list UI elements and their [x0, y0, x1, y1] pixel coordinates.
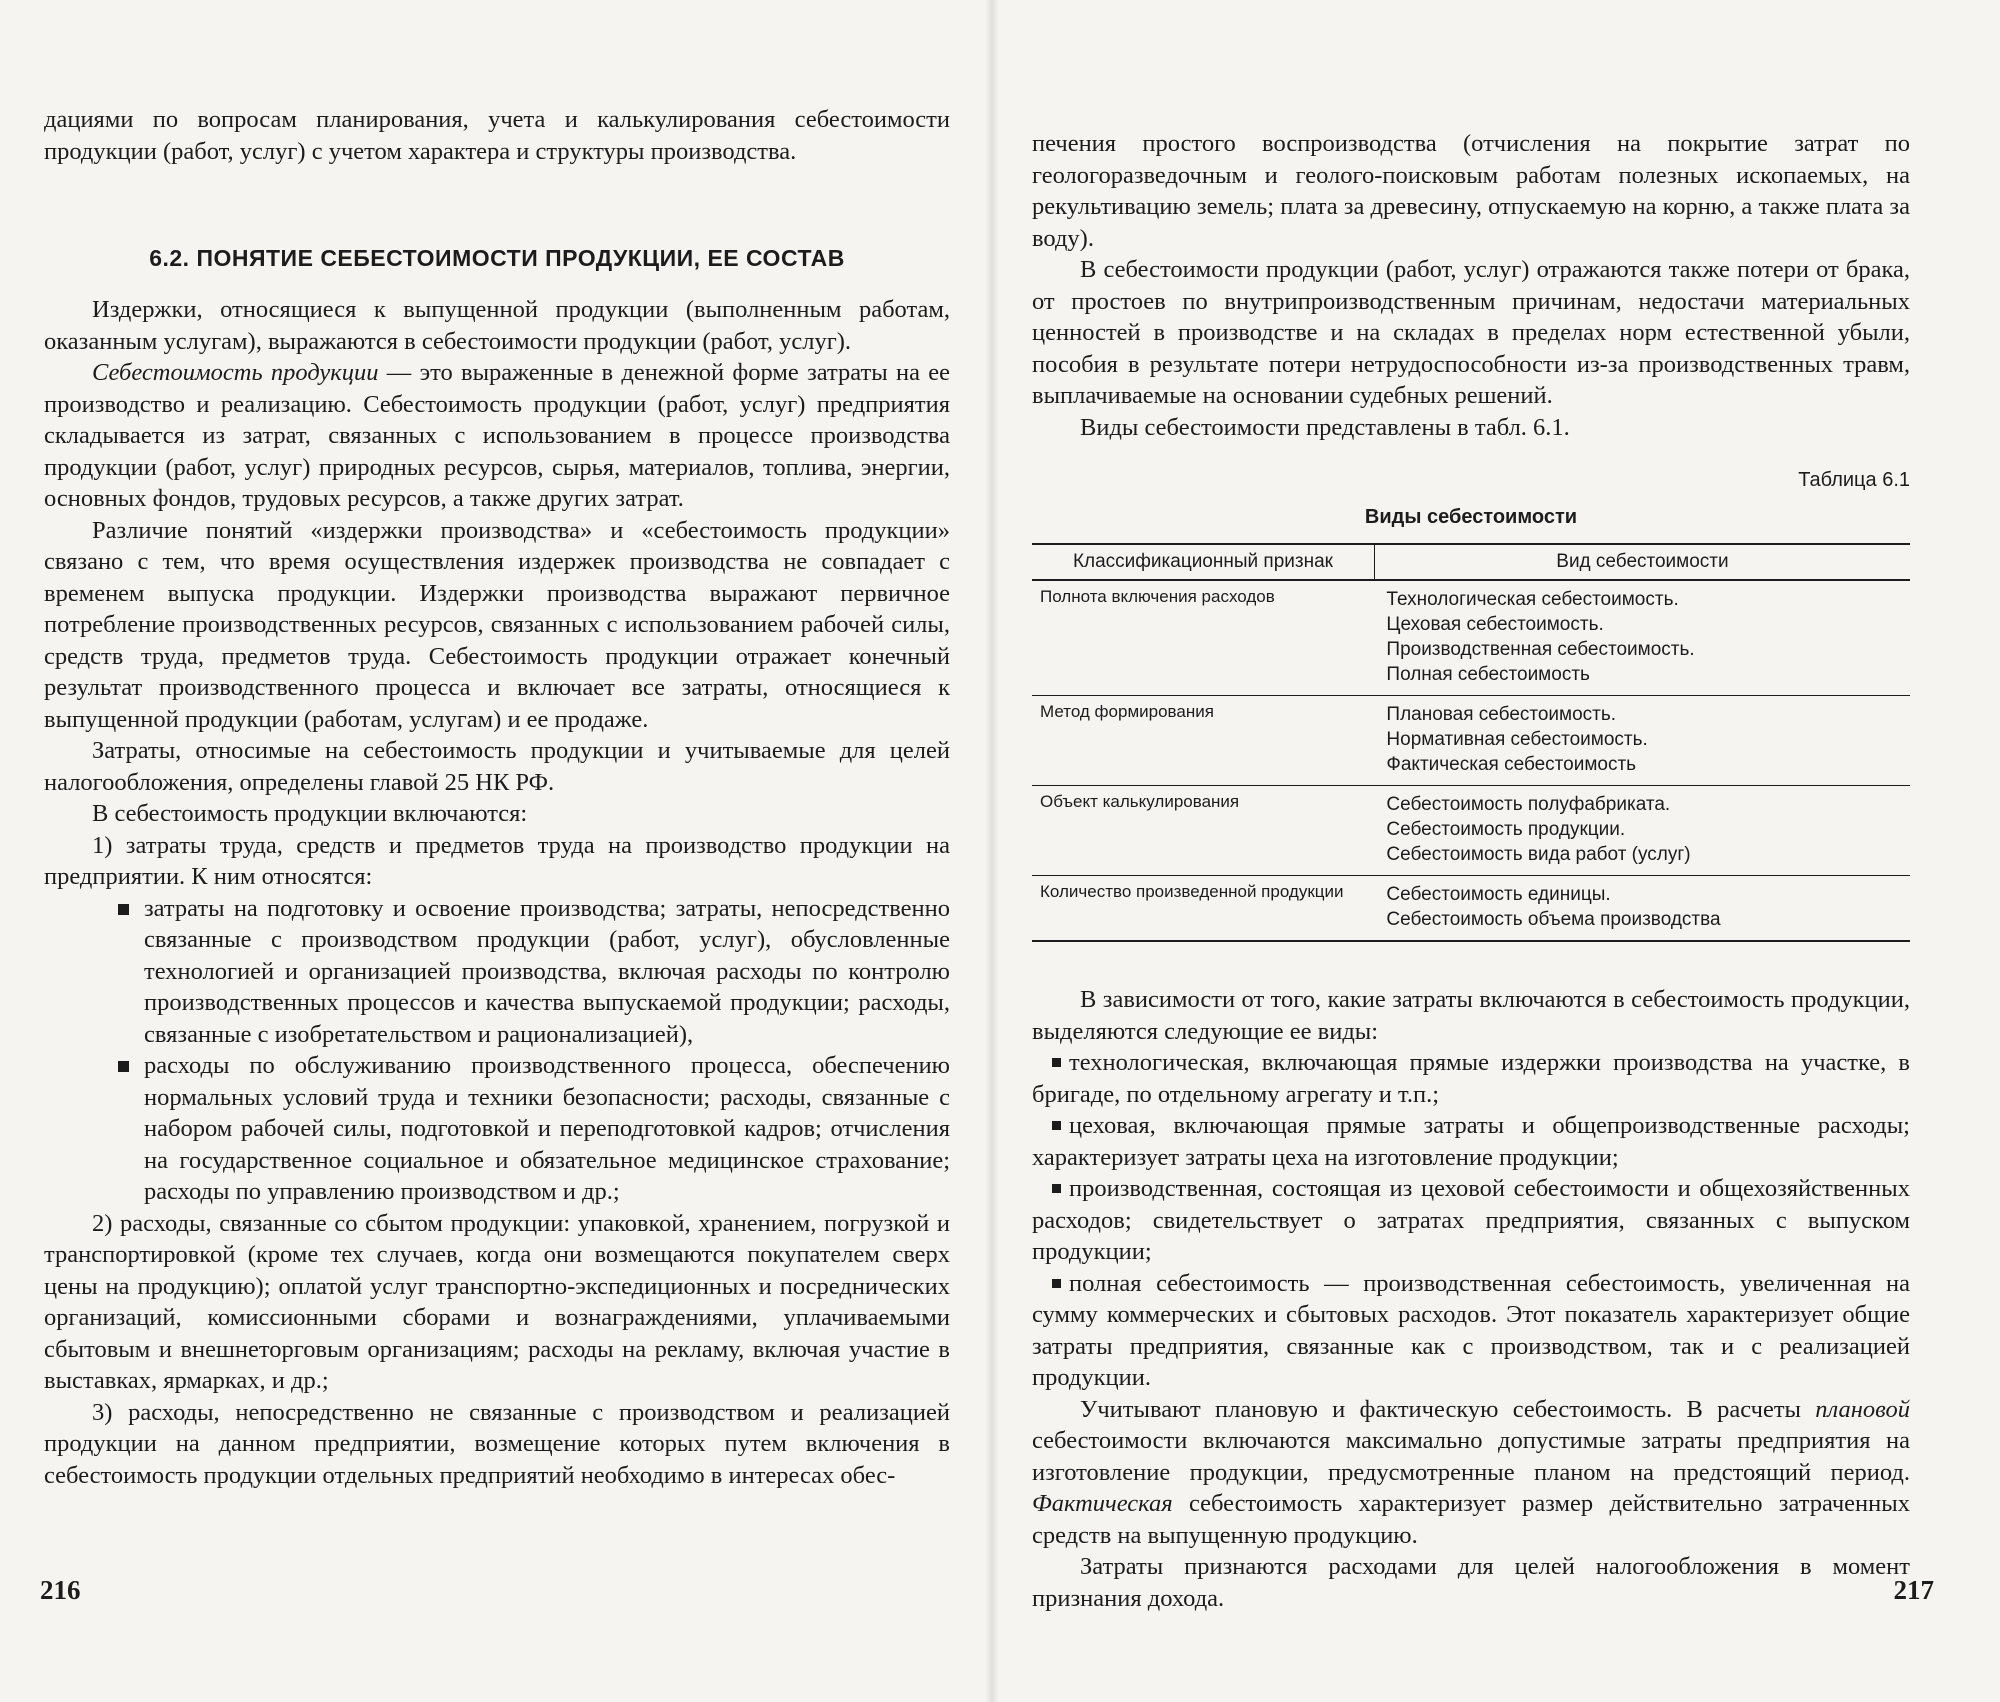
- types-cell: [1374, 786, 1910, 876]
- table-row: [1032, 786, 1910, 876]
- bullet-marker: [1052, 1121, 1061, 1130]
- bullet-text: цеховая, включающая прямые затраты и общепроизводственные расходы; характеризует затраты цеха на изготовление продукции;: [1032, 1112, 1910, 1171]
- types-cell: [1374, 876, 1910, 942]
- bullet-text: полная себестоимость — производственная себестоимость, увеличенная на сумму коммерческих и сбытовых расходов. Этот показатель характеризует общие затраты предприятия, связанные как с производством, так и с реализацией продукции.: [1032, 1269, 1910, 1391]
- table-header-row: [1032, 544, 1910, 580]
- cost-type: Нормативная себестоимость.: [1386, 729, 1648, 750]
- cost-type: Плановая себестоимость.: [1386, 704, 1617, 725]
- list-item: 1) затраты труда, средств и предметов труда на производство продукции на предприятии. К ним относятся:: [44, 831, 950, 890]
- text-run: себестоимость характеризует размер действительно затраченных средств на выпущенную продукцию.: [1032, 1490, 1910, 1549]
- paragraph: В себестоимость продукции включаются:: [92, 800, 528, 827]
- criterion-cell: Полнота включения расходов: [1032, 580, 1374, 696]
- definition-paragraph: [44, 357, 950, 515]
- bullet-list: [44, 893, 950, 1208]
- cost-type: Цеховая себестоимость.: [1386, 614, 1604, 635]
- right-page: [990, 0, 2000, 1702]
- left-page: [0, 0, 990, 1702]
- cost-type: Фактическая себестоимость: [1386, 754, 1637, 775]
- bullet-item: затраты на подготовку и освоение производства; затраты, непосредственно связанные с производством продукции (работ, услуг), обусловленные технологией и организацией производства, включая расходы по контролю производственных процессов и качества выпускаемой продукции; расходы, связанные с изобретательством и рационализацией),: [144, 893, 950, 1051]
- paragraph: Виды себестоимости представлены в табл. 6.1.: [1080, 413, 1570, 441]
- types-cell: [1374, 580, 1910, 696]
- bullet-item: [1032, 1047, 1910, 1110]
- paragraph: В себестоимости продукции (работ, услуг) отражаются также потери от брака, от простоев по внутрипроизводственным причинам, недостачи материальных ценностей в производстве и на складах в пределах норм естественной убыли, пособия в результате потери нетрудоспособности из-за производственных травм, выплачиваемые на основании судебных решений.: [1032, 256, 1910, 409]
- table-title: Виды себестоимости: [1364, 506, 1578, 528]
- paragraph: Затраты, относимые на себестоимость продукции и учитываемые для целей налогообложения, определены главой 25 НК РФ.: [44, 737, 950, 796]
- cost-type: Себестоимость вида работ (услуг): [1386, 844, 1691, 865]
- cost-type: Себестоимость объема производства: [1386, 909, 1721, 930]
- paragraph: [1032, 1394, 1910, 1552]
- page-number: 216: [40, 1575, 81, 1605]
- bullet-item: расходы по обслуживанию производственного процесса, обеспечению нормальных условий труда и техники безопасности; расходы, связанные с набором рабочей силы, подготовкой и переподготовкой кадров; отчисления на государственное социальное и обязательное медицинское страхование; расходы по управлению производством и др.;: [144, 1050, 950, 1208]
- column-header: Классификационный признак: [1032, 544, 1374, 580]
- cost-type: Себестоимость продукции.: [1386, 819, 1626, 840]
- text-run: себестоимости включаются максимально допустимые затраты предприятия на изготовление продукции, предусмотренные планом на предстоящий период.: [1032, 1427, 1910, 1486]
- table-row: [1032, 580, 1910, 696]
- table-caption: Таблица 6.1: [1798, 469, 1910, 491]
- criterion-cell: Количество произведенной продукции: [1032, 876, 1374, 942]
- bullet-text: технологическая, включающая прямые издержки производства на участке, в бригаде, по отдельному агрегату и т.п.;: [1032, 1049, 1910, 1108]
- bullet-item: [1032, 1268, 1910, 1394]
- types-cell: [1374, 696, 1910, 786]
- definition-term: Себестоимость продукции: [92, 359, 379, 386]
- column-header: Вид себестоимости: [1374, 544, 1910, 580]
- cost-type: Себестоимость единицы.: [1386, 884, 1611, 905]
- continuation-paragraph: печения простого воспроизводства (отчисления на покрытие затрат по геологоразведочным и геолого-поисковым работам полезных ископаемых, на рекультивацию земель; плата за древесину, отпускаемую на корню, а также плата за воду).: [1032, 130, 1910, 252]
- bullet-marker: [1052, 1184, 1061, 1193]
- continuation-paragraph: дациями по вопросам планирования, учета и калькулирования себестоимости продукции (работ, услуг) с учетом характера и структуры производства.: [44, 106, 950, 165]
- list-item: 3) расходы, непосредственно не связанные с производством и реализацией продукции на данном предприятии, возмещение которых путем включения в себестоимость продукции отдельных предприятий необходимо в интересах обес-: [44, 1398, 950, 1489]
- cost-type: Производственная себестоимость.: [1386, 639, 1695, 660]
- emphasis-term: Фактическая: [1032, 1490, 1173, 1517]
- cost-type: Технологическая себестоимость.: [1386, 589, 1679, 610]
- text-run: Учитывают плановую и фактическую себестоимость. В расчеты: [1080, 1395, 1816, 1423]
- bullet-marker: [1052, 1058, 1061, 1067]
- emphasis-term: плановой: [1815, 1395, 1910, 1423]
- paragraph: Различие понятий «издержки производства» и «себестоимость продукции» связано с тем, что время осуществления издержек производства не совпадает с временем выпуска продукции. Издержки производства выражают первичное потребление производственных ресурсов, связанных с использованием рабочей силы, средств труда, предметов труда. Себестоимость продукции отражает конечный результат производственного процесса и включает все затраты, относящиеся к выпущенной продукции (работам, услугам) и ее продаже.: [44, 516, 950, 733]
- bullet-item: [1032, 1173, 1910, 1268]
- section-heading: 6.2. ПОНЯТИЕ СЕБЕСТОИМОСТИ ПРОДУКЦИИ, ЕЕ СОСТАВ: [149, 245, 845, 271]
- list-item: 2) расходы, связанные со сбытом продукции: упаковкой, хранением, погрузкой и транспортировкой (кроме тех случаев, когда они возмещаются покупателем сверх цены на продукцию); оплатой услуг транспортно-экспедиционных и посреднических организаций, комиссионными сборами и вознаграждениями, уплачиваемыми сбытовым и внешнеторговым организациям; расходы на рекламу, включая участие в выставках, ярмарках, и др.;: [44, 1209, 950, 1394]
- criterion-cell: Метод формирования: [1032, 696, 1374, 786]
- bullet-text: производственная, состоящая из цеховой себестоимости и общехозяйственных расходов; свидетельствует о затратах предприятия, связанных с выпуском продукции;: [1032, 1175, 1910, 1265]
- bullet-marker: [1052, 1279, 1061, 1288]
- paragraph: Затраты признаются расходами для целей налогообложения в момент признания дохода.: [1032, 1553, 1910, 1612]
- bullet-item: [1032, 1110, 1910, 1173]
- paragraph: Издержки, относящиеся к выпущенной продукции (выполненным работам, оказанным услугам), выражаются в себестоимости продукции (работ, услуг).: [44, 296, 950, 355]
- cost-type: Себестоимость полуфабриката.: [1386, 794, 1671, 815]
- cost-types-table: [1032, 543, 1910, 942]
- table-row: [1032, 696, 1910, 786]
- criterion-cell: Объект калькулирования: [1032, 786, 1374, 876]
- page-number: 217: [1893, 1575, 1934, 1605]
- paragraph: В зависимости от того, какие затраты включаются в себестоимость продукции, выделяются следующие ее виды:: [1032, 986, 1910, 1045]
- definition-text: — это выраженные в денежной форме затраты на ее производство и реализацию. Себестоимость продукции (работ, услуг) предприятия складывается из затрат, связанных с использованием в процессе производства продукции (работ, услуг) природных ресурсов, сырья, материалов, топлива, энергии, основных фондов, трудовых ресурсов, а также других затрат.: [44, 359, 950, 512]
- bullet-list: [1032, 1047, 1910, 1394]
- table-row: [1032, 876, 1910, 942]
- cost-type: Полная себестоимость: [1386, 664, 1590, 685]
